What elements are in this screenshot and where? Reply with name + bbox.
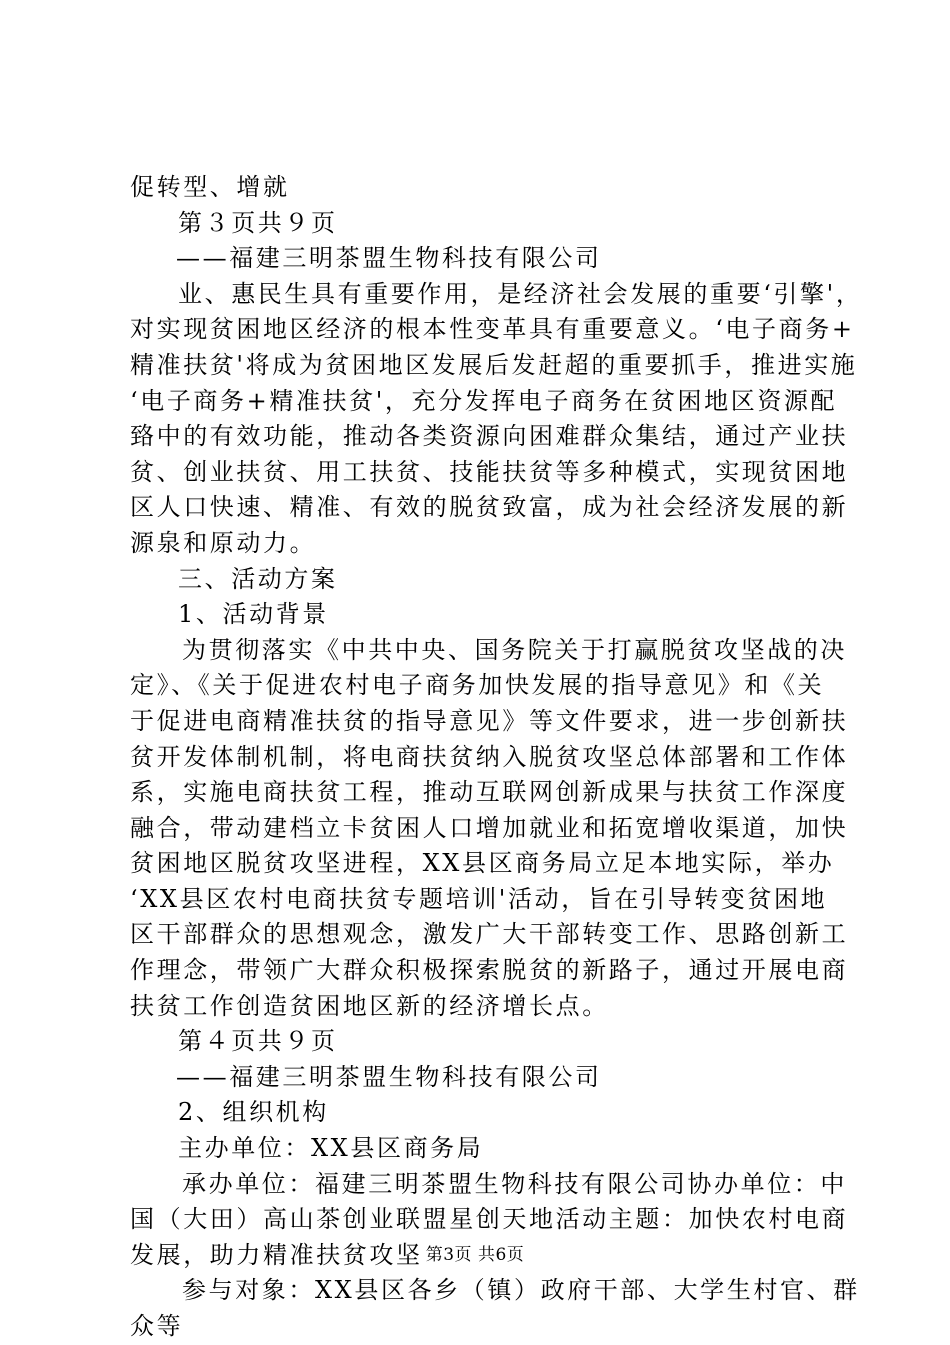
- text-line: 扶贫工作创造贫困地区新的经济增长点。: [130, 991, 609, 1020]
- text-line: 系，实施电商扶贫工程，推动互联网创新成果与扶贫工作深度: [130, 778, 849, 807]
- text-line: 众等: [130, 1312, 184, 1340]
- text-line: 臵中的有效功能，推动各类资源向困难群众集结，通过产业扶: [130, 422, 849, 451]
- text-line: 参与对象：XX县区各乡（镇）政府干部、大学生村官、群: [182, 1276, 860, 1305]
- text-line: ‘电子商务+精准扶贫'，充分发挥电子商务在贫困地区资源配: [130, 386, 838, 415]
- text-line: 区人口快速、精准、有效的脱贫致富，成为社会经济发展的新: [130, 493, 849, 522]
- page-footer: [0, 1240, 950, 1265]
- text-line: 融合，带动建档立卡贫困人口增加就业和拓宽增收渠道，加快: [130, 813, 849, 842]
- text-line: 于促进电商精准扶贫的指导意见》等文件要求，进一步创新扶: [130, 706, 849, 735]
- text-line: 为贯彻落实《中共中央、国务院关于打赢脱贫攻坚战的决: [182, 635, 847, 664]
- text-line: 源泉和原动力。: [130, 528, 317, 557]
- text-line: 发展，助力精准扶贫攻坚: [130, 1240, 423, 1269]
- company-header: ——福建三明茶盟生物科技有限公司: [176, 244, 602, 273]
- text-line: 贫困地区脱贫攻坚进程，XX县区商务局立足本地实际，举办: [130, 849, 835, 878]
- text-line: 促转型、增就: [130, 173, 290, 201]
- text-line: 贫、创业扶贫、用工扶贫、技能扶贫等多种模式，实现贫困地: [130, 457, 849, 486]
- text-line: ‘XX县区农村电商扶贫专题培训'活动，旨在引导转变贫困地: [130, 884, 828, 913]
- text-line: 主办单位：XX县区商务局: [178, 1134, 484, 1163]
- text-line: 国（大田）高山茶创业联盟星创天地活动主题：加快农村电商: [130, 1205, 849, 1234]
- text-line: 定》、《关于促进农村电子商务加快发展的指导意见》和《关: [130, 671, 825, 700]
- subsection-heading: 2、组织机构: [178, 1098, 329, 1127]
- company-header: ——福建三明茶盟生物科技有限公司: [176, 1062, 602, 1091]
- text-line: 对实现贫困地区经济的根本性变革具有重要意义。‘电子商务+: [130, 315, 855, 344]
- page-number-label: 第3页 共6页: [425, 1245, 525, 1265]
- subsection-heading: 1、活动背景: [178, 600, 329, 629]
- section-heading: 三、活动方案: [178, 564, 338, 593]
- text-line: 作理念，带领广大群众积极探索脱贫的新路子，通过开展电商: [130, 956, 849, 985]
- text-line: 区干部群众的思想观念，激发广大干部转变工作、思路创新工: [130, 920, 849, 949]
- page-marker: 第４页共９页: [178, 1027, 338, 1056]
- page-marker: 第３页共９页: [178, 208, 338, 237]
- text-line: 贫开发体制机制，将电商扶贫纳入脱贫攻坚总体部署和工作体: [130, 742, 849, 771]
- text-line: 承办单位：福建三明茶盟生物科技有限公司协办单位：中: [182, 1169, 847, 1198]
- text-line: 业、惠民生具有重要作用，是经济社会发展的重要‘引擎'，: [178, 279, 863, 308]
- document-body: [130, 170, 863, 1345]
- text-line: 精准扶贫'将成为贫困地区发展后发赶超的重要抓手，推进实施: [130, 350, 858, 379]
